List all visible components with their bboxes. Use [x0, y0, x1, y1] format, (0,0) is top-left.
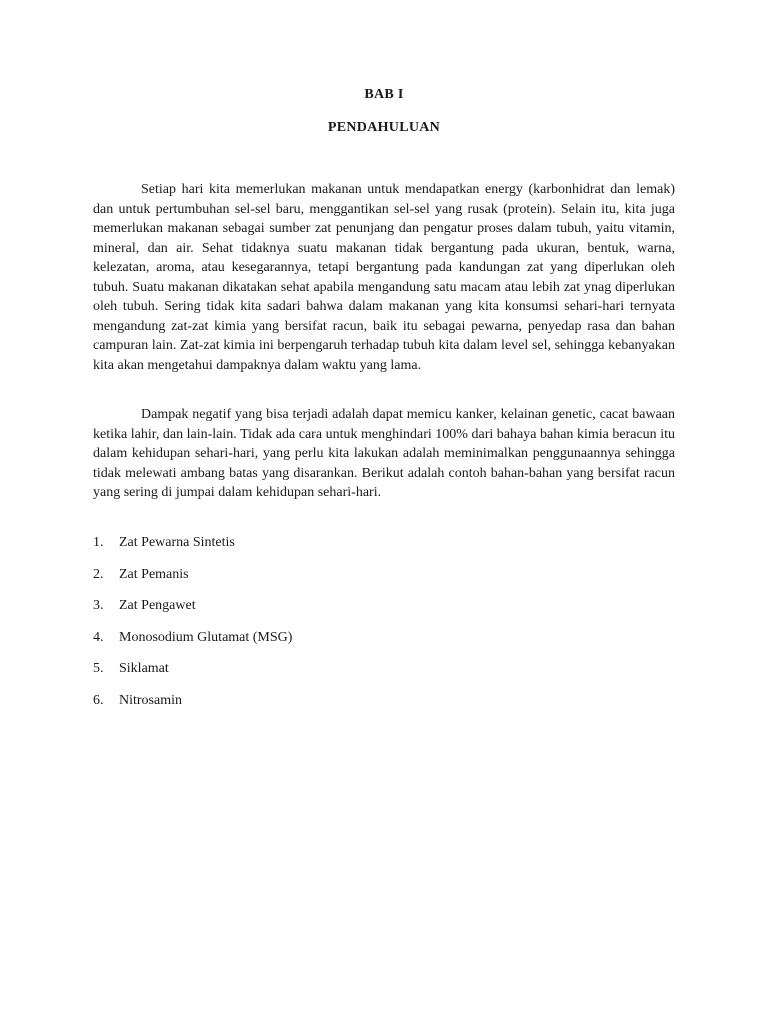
list-number: 3. [93, 598, 104, 613]
list-text: Zat Pemanis [119, 566, 189, 582]
paragraph-block-2 [93, 405, 675, 503]
list-text: Siklamat [119, 661, 169, 676]
list-item [93, 565, 292, 597]
chapter-title: PENDAHULUAN [327, 120, 441, 135]
list-number: 5. [93, 661, 104, 676]
list-text: Zat Pengawet [119, 598, 196, 613]
numbered-list [93, 533, 292, 722]
paragraph-block-1 [93, 180, 675, 375]
list-item [93, 659, 292, 691]
paragraph: Dampak negatif yang bisa terjadi adalah dapat memicu kanker, kelainan genetic, cacat bawaan ketika lahir, dan lain-lain. Tidak ada cara untuk menghindari 100% dari bahaya bahan kimia beracun itu dalam kehidupan sehari-hari, yang perlu kita lakukan adalah meminimalkan penggunaannya sehingga tidak melewati ambang batas yang disarankan. Berikut adalah contoh bahan-bahan yang bersifat racun yang sering di jumpai dalam kehidupan sehari-hari. [93, 407, 675, 500]
list-number: 4. [93, 629, 104, 645]
paragraph: Setiap hari kita memerlukan makanan untuk mendapatkan energy (karbonhidrat dan lemak) dan untuk pertumbuhan sel-sel baru, menggantikan sel-sel yang rusak (protein). Selain itu, kita juga memerlukan makanan sebagai sumber zat penunjang dan pengatur proses dalam tubuh, yaitu vitamin, mineral, dan air. Sehat tidaknya suatu makanan tidak bergantung pada ukuran, bentuk, warna, kelezatan, aroma, atau kesegarannya, tetapi bergantung pada kandungan zat yang diperlukan oleh tubuh. Suatu makanan dikatakan sehat apabila mengandung satu macam atau lebih zat ynag diperlukan oleh tubuh. Sering tidak kita sadari bahwa dalam makanan yang kita konsumsi sehari-hari ternyata mengandung zat-zat kimia yang bersifat racun, baik itu sebagai pewarna, penyedap rasa dan bahan campuran lain. Zat-zat kimia ini berpengaruh terhadap tubuh kita dalam level sel, sehingga kebanyakan kita akan mengetahui dampaknya dalam waktu yang lama. [93, 182, 675, 373]
list-number: 6. [93, 692, 104, 708]
list-item [93, 533, 292, 565]
list-text: Nitrosamin [119, 692, 182, 708]
list-text: Monosodium Glutamat (MSG) [119, 629, 293, 645]
list-number: 2. [93, 566, 104, 582]
list-item [93, 691, 292, 723]
list-item [93, 628, 292, 660]
list-item [93, 596, 292, 628]
list-number: 1. [93, 535, 104, 550]
list-text: Zat Pewarna Sintetis [119, 535, 235, 550]
chapter-heading: BAB I [364, 87, 404, 102]
